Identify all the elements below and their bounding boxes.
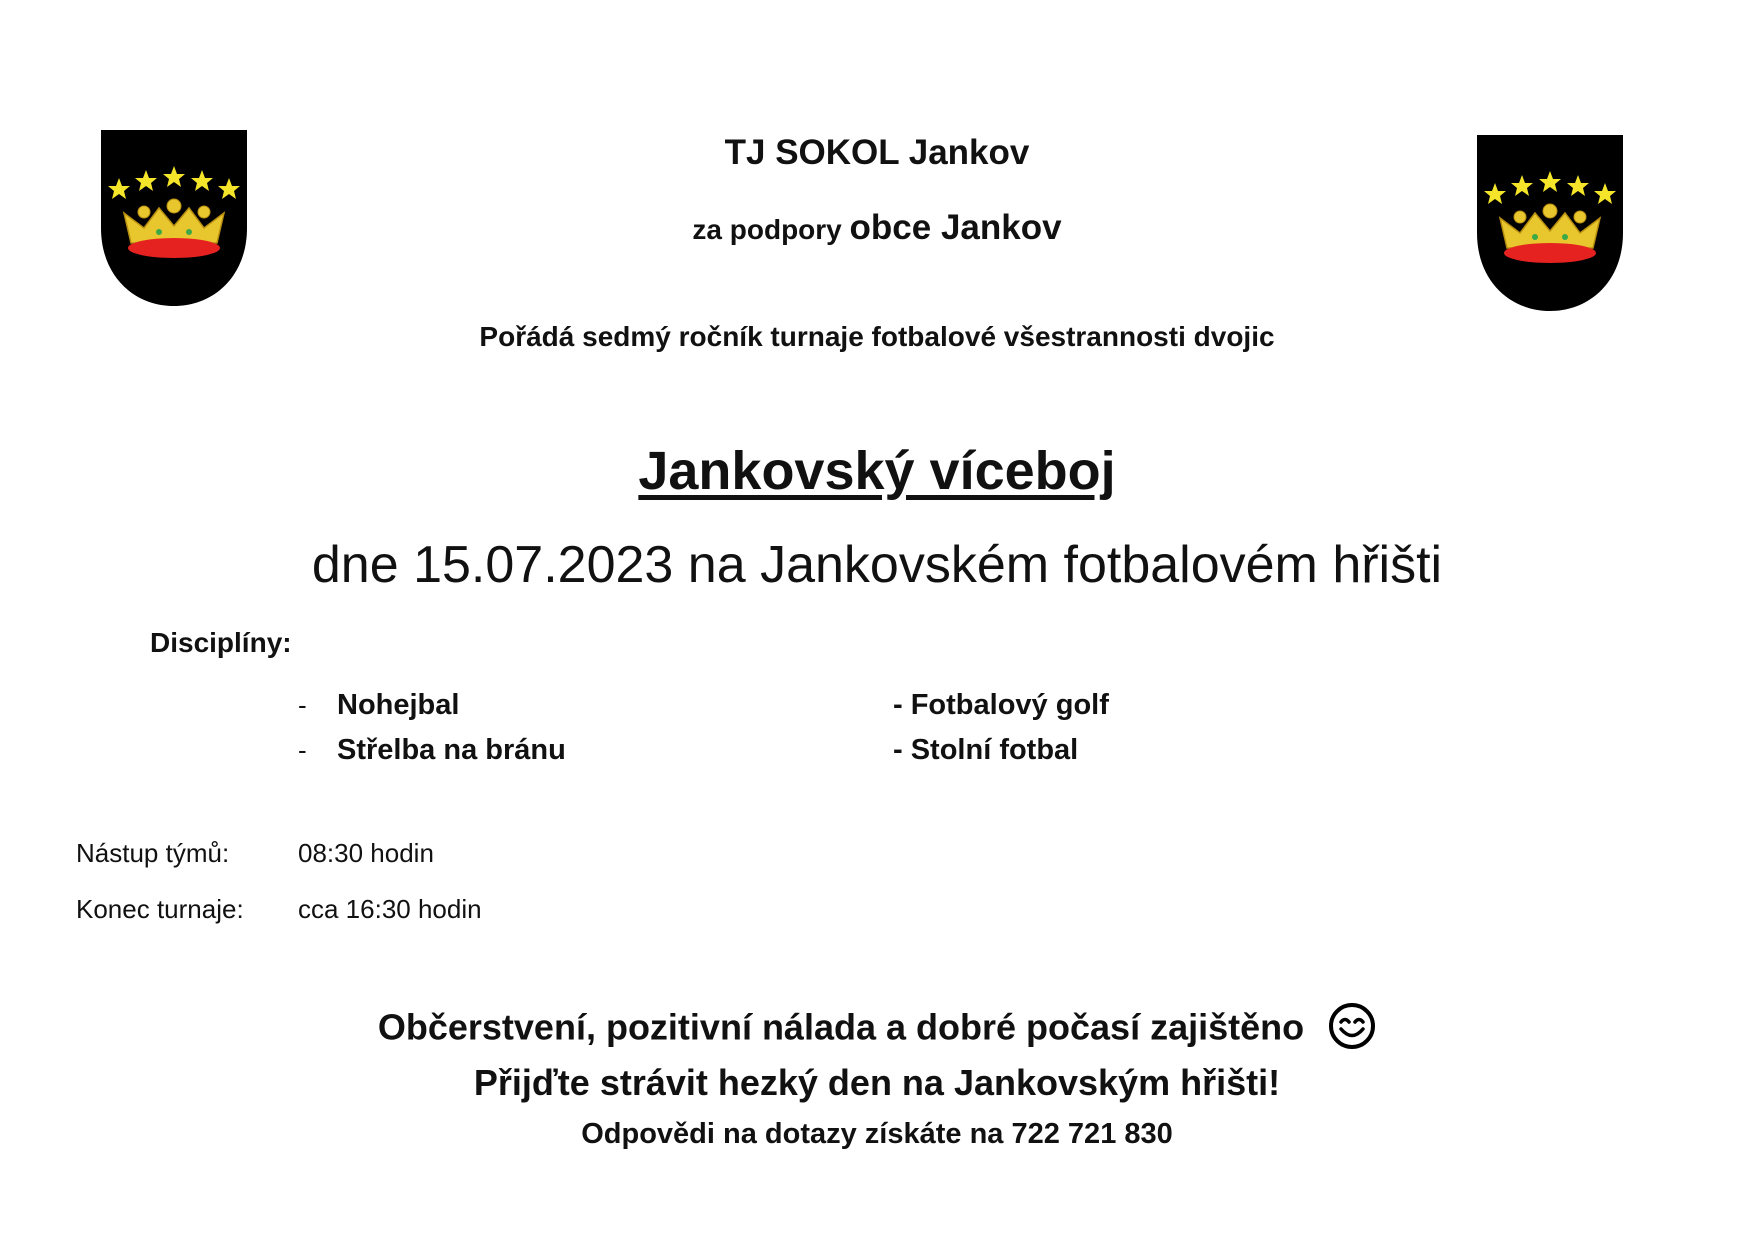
support-line xyxy=(0,208,1754,248)
discipline-item: - Stolní fotbal xyxy=(893,734,1079,766)
schedule-value: cca 16:30 hodin xyxy=(298,894,482,924)
support-prefix: za podpory xyxy=(692,214,842,245)
event-date-line: dne 15.07.2023 na Jankovském fotbalovém hřišti xyxy=(311,536,1443,594)
smiley-face-icon xyxy=(1328,1002,1376,1050)
discipline-item: Střelba na bránu xyxy=(337,734,566,766)
footer-line-2: Přijďte strávit hezký den na Jankovským hřišti! xyxy=(473,1062,1281,1103)
schedule-label: Nástup týmů: xyxy=(76,838,230,868)
list-dash: - xyxy=(298,690,307,720)
support-name: obce Jankov xyxy=(849,208,1062,247)
discipline-item: Nohejbal xyxy=(337,689,460,721)
organization-title: TJ SOKOL Jankov xyxy=(724,133,1030,172)
schedule-value: 08:30 hodin xyxy=(298,838,434,868)
footer-line-3: Odpovědi na dotazy získáte na 722 721 830 xyxy=(581,1118,1173,1150)
disciplines-heading: Disciplíny: xyxy=(150,627,292,658)
event-subtitle: Pořádá sedmý ročník turnaje fotbalové všestrannosti dvojic xyxy=(479,321,1275,352)
footer-line-1 xyxy=(0,1006,1754,1054)
schedule-label: Konec turnaje: xyxy=(76,894,244,924)
list-dash: - xyxy=(298,735,307,765)
footer-line-1-text: Občerstvení, pozitivní nálada a dobré počasí zajištěno xyxy=(377,1006,1305,1048)
event-title: Jankovský víceboj xyxy=(638,441,1116,501)
discipline-item: - Fotbalový golf xyxy=(893,689,1109,721)
